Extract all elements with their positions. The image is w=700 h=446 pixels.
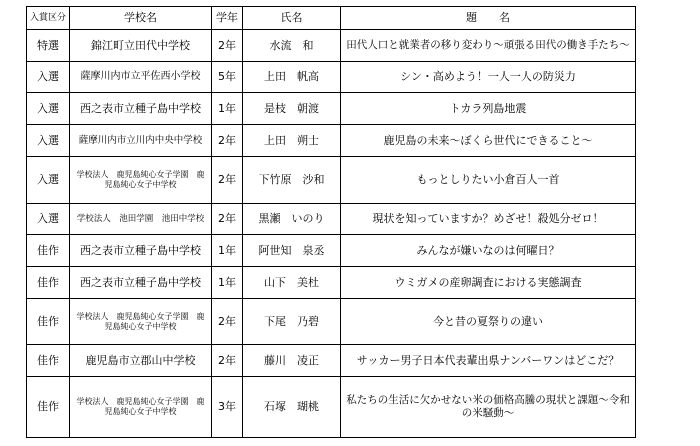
school-cell: 学校法人 池田学園 池田中学校 [70, 203, 212, 235]
award-cell: 入選 [27, 203, 70, 235]
grade-cell: 5年 [212, 61, 243, 93]
grade-cell: 1年 [212, 93, 243, 125]
grade-cell: 2年 [212, 203, 243, 235]
name-cell: 是枝 朝渡 [243, 93, 341, 125]
name-cell: 下尾 乃碧 [243, 298, 341, 345]
award-cell: 佳作 [27, 298, 70, 345]
school-cell: 学校法人 鹿児島純心女子学園 鹿児島純心女子中学校 [70, 298, 212, 345]
school-cell: 西之表市立種子島中学校 [70, 235, 212, 267]
title-cell: 鹿児島の未来～ぼくら世代にできること～ [341, 125, 636, 157]
school-cell: 錦江町立田代中学校 [70, 30, 212, 62]
school-cell: 学校法人 鹿児島純心女子学園 鹿児島純心女子中学校 [70, 377, 212, 438]
name-cell: 黒瀬 いのり [243, 203, 341, 235]
school-cell: 学校法人 鹿児島純心女子学園 鹿児島純心女子中学校 [70, 156, 212, 203]
grade-cell: 2年 [212, 30, 243, 62]
table-row [27, 30, 636, 62]
title-cell: 今と昔の夏祭りの違い [341, 298, 636, 345]
name-cell: 阿世知 泉丞 [243, 235, 341, 267]
table-row [27, 235, 636, 267]
school-cell: 薩摩川内市立平佐西小学校 [70, 61, 212, 93]
school-cell: 西之表市立種子島中学校 [70, 266, 212, 298]
title-cell: 私たちの生活に欠かせない米の価格高騰の現状と課題～令和の米騒動～ [341, 377, 636, 438]
school-cell: 鹿児島市立郡山中学校 [70, 345, 212, 377]
grade-cell: 1年 [212, 266, 243, 298]
title-cell: 田代人口と就業者の移り変わり～頑張る田代の働き手たち～ [341, 30, 636, 62]
table-row [27, 93, 636, 125]
award-cell: 入選 [27, 156, 70, 203]
title-cell: みんなが嫌いなのは何曜日？ [341, 235, 636, 267]
header-row [27, 7, 636, 30]
header-name: 氏名 [243, 7, 341, 30]
name-cell: 下竹原 沙和 [243, 156, 341, 203]
name-cell: 山下 美杜 [243, 266, 341, 298]
name-cell: 藤川 凌正 [243, 345, 341, 377]
name-cell: 上田 朔士 [243, 125, 341, 157]
name-cell: 上田 帆高 [243, 61, 341, 93]
award-table [26, 6, 636, 438]
table-row [27, 298, 636, 345]
header-grade: 学年 [212, 7, 243, 30]
grade-cell: 2年 [212, 298, 243, 345]
grade-cell: 2年 [212, 156, 243, 203]
table-row [27, 377, 636, 438]
header-award: 入賞区分 [27, 7, 70, 30]
title-cell: 現状を知っていますか？めざせ！殺処分ゼロ！ [341, 203, 636, 235]
name-cell: 水流 和 [243, 30, 341, 62]
award-cell: 佳作 [27, 377, 70, 438]
school-cell: 薩摩川内市立川内中央中学校 [70, 125, 212, 157]
table-row [27, 203, 636, 235]
grade-cell: 2年 [212, 345, 243, 377]
award-cell: 佳作 [27, 345, 70, 377]
grade-cell: 3年 [212, 377, 243, 438]
grade-cell: 2年 [212, 125, 243, 157]
title-cell: ウミガメの産卵調査における実態調査 [341, 266, 636, 298]
award-cell: 佳作 [27, 235, 70, 267]
grade-cell: 1年 [212, 235, 243, 267]
table-row [27, 345, 636, 377]
table-row [27, 156, 636, 203]
title-cell: シン・高めよう！一人一人の防災力 [341, 61, 636, 93]
table-row [27, 61, 636, 93]
award-cell: 入選 [27, 61, 70, 93]
title-cell: もっとしりたい小倉百人一首 [341, 156, 636, 203]
award-cell: 入選 [27, 125, 70, 157]
name-cell: 石塚 瑚桃 [243, 377, 341, 438]
table-row [27, 125, 636, 157]
table-row [27, 266, 636, 298]
award-cell: 特選 [27, 30, 70, 62]
title-cell: トカラ列島地震 [341, 93, 636, 125]
title-cell: サッカー男子日本代表輩出県ナンバーワンはどこだ？ [341, 345, 636, 377]
header-title: 題 名 [341, 7, 636, 30]
school-cell: 西之表市立種子島中学校 [70, 93, 212, 125]
header-school: 学校名 [70, 7, 212, 30]
award-cell: 佳作 [27, 266, 70, 298]
award-cell: 入選 [27, 93, 70, 125]
